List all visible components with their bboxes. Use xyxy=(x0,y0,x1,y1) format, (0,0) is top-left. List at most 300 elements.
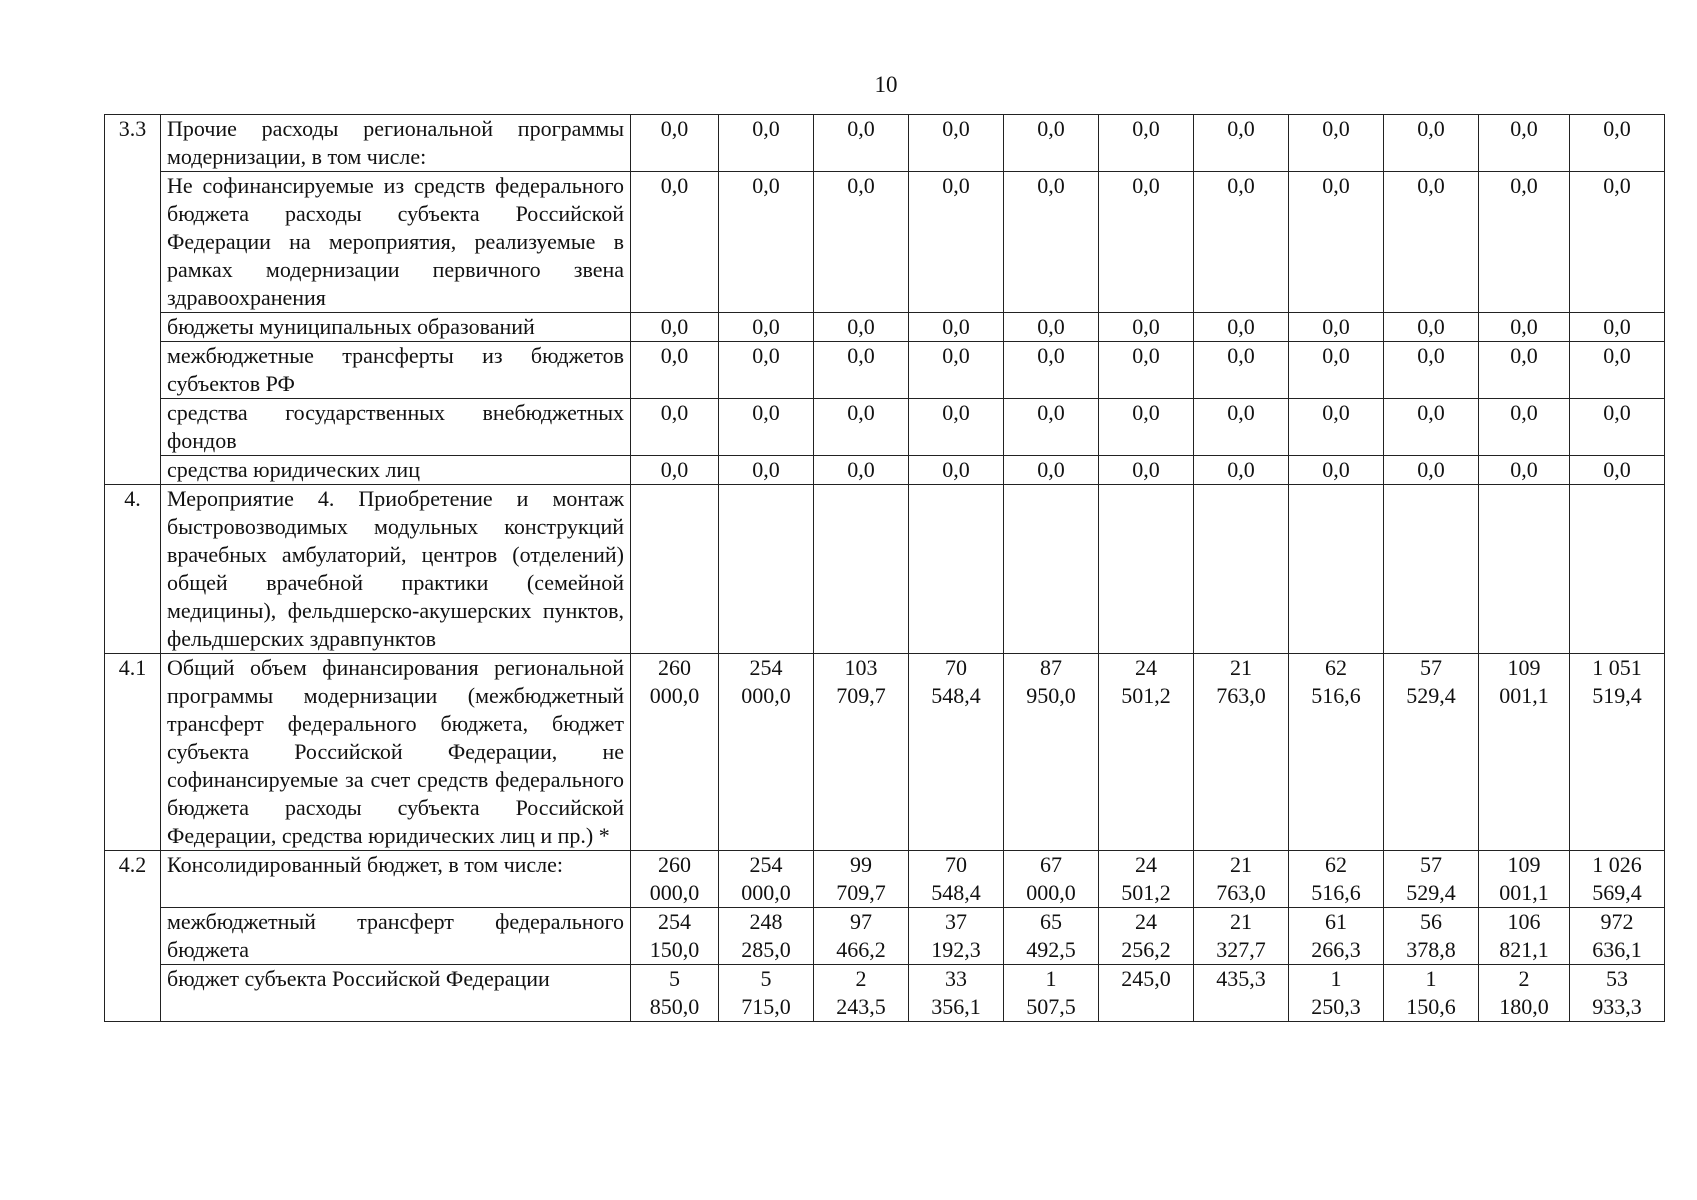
value-part: 709,7 xyxy=(836,880,886,905)
value-cell xyxy=(1384,115,1479,172)
value-part: 62 xyxy=(1325,852,1347,877)
value-cell xyxy=(1479,456,1570,485)
value-cell xyxy=(909,342,1004,399)
value-part: 0,0 xyxy=(1417,343,1445,368)
value-cell xyxy=(719,115,814,172)
value-cell xyxy=(1194,172,1289,313)
value-cell xyxy=(1194,115,1289,172)
value-part: 254 xyxy=(749,852,783,877)
value-part: 254 xyxy=(658,909,691,934)
value-cell xyxy=(1289,313,1384,342)
value-cell xyxy=(1004,172,1099,313)
value-part: 000,0 xyxy=(649,880,700,905)
value-cell xyxy=(1289,115,1384,172)
value-part: 492,5 xyxy=(1026,937,1076,962)
value-part: 0,0 xyxy=(1322,457,1350,482)
value-part: 0,0 xyxy=(1510,116,1538,141)
value-part: 61 xyxy=(1325,909,1347,934)
budget-table xyxy=(104,114,1665,1022)
value-part: 466,2 xyxy=(836,937,886,962)
value-cell xyxy=(1004,851,1099,908)
value-cell xyxy=(1194,485,1289,654)
value-cell xyxy=(1479,399,1570,456)
value-part: 24 xyxy=(1135,852,1157,877)
value-cell xyxy=(1099,965,1194,1022)
value-part: 435,3 xyxy=(1216,966,1266,991)
value-part: 0,0 xyxy=(1227,173,1255,198)
value-cell xyxy=(719,456,814,485)
table-row xyxy=(105,456,1665,485)
value-cell xyxy=(719,851,814,908)
value-part: 709,7 xyxy=(836,683,886,708)
value-cell xyxy=(814,172,909,313)
value-part: 0,0 xyxy=(1322,116,1350,141)
value-cell xyxy=(631,654,719,851)
value-part: 000,0 xyxy=(649,683,700,708)
value-part: 950,0 xyxy=(1026,683,1076,708)
row-number-cell: 3.3 xyxy=(105,115,161,485)
value-cell xyxy=(631,485,719,654)
value-part: 0,0 xyxy=(660,314,689,339)
table-row xyxy=(105,172,1665,313)
value-cell xyxy=(814,965,909,1022)
value-part: 0,0 xyxy=(1603,314,1631,339)
value-part: 1 xyxy=(1330,966,1342,991)
value-cell xyxy=(1570,172,1665,313)
value-part: 763,0 xyxy=(1216,880,1266,905)
value-part: 0,0 xyxy=(1603,343,1631,368)
value-part: 507,5 xyxy=(1026,994,1076,1019)
value-cell xyxy=(631,115,719,172)
value-cell xyxy=(1479,654,1570,851)
value-part: 850,0 xyxy=(649,994,700,1019)
description-cell: бюджет субъекта Российской Федерации xyxy=(161,965,631,1022)
value-part: 636,1 xyxy=(1592,937,1642,962)
value-part: 0,0 xyxy=(847,116,875,141)
row-number-cell: 4. xyxy=(105,485,161,654)
description-cell: Общий объем финансирования региональной программы модернизации (межбюджетный трансферт федерального бюджета, бюджет субъекта Российской Федерации, не софинансируемые за счет средств федерального бюджета расходы субъекта Российской Федерации, средства юридических лиц и пр.) * xyxy=(161,654,631,851)
value-cell xyxy=(1289,485,1384,654)
value-part: 5 xyxy=(760,966,772,991)
value-part: 97 xyxy=(850,909,872,934)
value-part: 933,3 xyxy=(1592,994,1642,1019)
value-cell xyxy=(631,313,719,342)
value-cell xyxy=(1384,851,1479,908)
value-cell xyxy=(631,965,719,1022)
value-part: 21 xyxy=(1230,852,1252,877)
value-part: 0,0 xyxy=(752,400,780,425)
value-cell xyxy=(1384,965,1479,1022)
value-part: 62 xyxy=(1325,655,1347,680)
page-number: 10 xyxy=(874,72,898,97)
value-part: 0,0 xyxy=(1322,173,1350,198)
value-cell xyxy=(1289,172,1384,313)
description-cell: Мероприятие 4. Приобретение и монтаж быстровозводимых модульных конструкций врачебных амбулаторий, центров (отделений) общей врачебной практики (семейной медицины), фельдшерско-акушерских пунктов, фельдшерских здравпунктов xyxy=(161,485,631,654)
value-part: 0,0 xyxy=(1603,457,1631,482)
value-cell xyxy=(1289,851,1384,908)
value-cell xyxy=(1384,313,1479,342)
value-cell xyxy=(814,908,909,965)
value-cell xyxy=(1570,654,1665,851)
description-cell: Не софинансируемые из средств федерального бюджета расходы субъекта Российской Федерации на мероприятия, реализуемые в рамках модернизации первичного звена здравоохранения xyxy=(161,172,631,313)
value-cell xyxy=(1004,399,1099,456)
value-part: 763,0 xyxy=(1216,683,1266,708)
value-part: 256,2 xyxy=(1121,937,1171,962)
value-part: 0,0 xyxy=(752,457,780,482)
value-part: 0,0 xyxy=(1510,400,1538,425)
value-part: 0,0 xyxy=(1037,400,1065,425)
value-part: 285,0 xyxy=(741,937,791,962)
value-part: 109 xyxy=(1507,852,1541,877)
value-part: 0,0 xyxy=(1417,314,1445,339)
value-part: 516,6 xyxy=(1311,683,1361,708)
description-cell: средства юридических лиц xyxy=(161,456,631,485)
value-cell xyxy=(814,456,909,485)
value-part: 0,0 xyxy=(1322,314,1350,339)
value-part: 0,0 xyxy=(1417,116,1445,141)
value-part: 000,0 xyxy=(741,683,791,708)
value-part: 715,0 xyxy=(741,994,791,1019)
value-cell xyxy=(1570,965,1665,1022)
value-cell xyxy=(1099,115,1194,172)
value-cell xyxy=(909,399,1004,456)
value-cell xyxy=(909,908,1004,965)
value-part: 5 xyxy=(669,966,680,991)
value-cell xyxy=(814,851,909,908)
value-part: 529,4 xyxy=(1406,880,1456,905)
value-part: 0,0 xyxy=(1417,457,1445,482)
value-cell xyxy=(1570,342,1665,399)
value-part: 0,0 xyxy=(660,116,689,141)
value-part: 70 xyxy=(945,852,967,877)
value-cell xyxy=(909,172,1004,313)
value-cell xyxy=(1004,342,1099,399)
value-part: 0,0 xyxy=(1037,314,1065,339)
value-part: 0,0 xyxy=(1510,457,1538,482)
value-cell xyxy=(1289,654,1384,851)
value-cell xyxy=(814,654,909,851)
value-part: 0,0 xyxy=(1417,173,1445,198)
value-cell xyxy=(719,342,814,399)
value-part: 0,0 xyxy=(1227,457,1255,482)
value-part: 2 xyxy=(855,966,867,991)
value-part: 87 xyxy=(1040,655,1062,680)
description-cell: средства государственных внебюджетных фондов xyxy=(161,399,631,456)
value-cell xyxy=(1384,908,1479,965)
value-cell xyxy=(1194,908,1289,965)
value-part: 250,3 xyxy=(1311,994,1361,1019)
value-cell xyxy=(1099,342,1194,399)
value-part: 260 xyxy=(658,655,691,680)
value-part: 1 xyxy=(1045,966,1057,991)
value-part: 192,3 xyxy=(931,937,981,962)
value-cell xyxy=(1289,342,1384,399)
value-part: 501,2 xyxy=(1121,880,1171,905)
value-part: 260 xyxy=(658,852,691,877)
value-part: 001,1 xyxy=(1499,683,1549,708)
value-part: 327,7 xyxy=(1216,937,1266,962)
value-part: 569,4 xyxy=(1592,880,1642,905)
value-part: 103 xyxy=(844,655,878,680)
value-cell xyxy=(1099,172,1194,313)
value-part: 70 xyxy=(945,655,967,680)
value-cell xyxy=(1194,313,1289,342)
value-cell xyxy=(1099,456,1194,485)
value-part: 0,0 xyxy=(1603,116,1631,141)
value-part: 33 xyxy=(945,966,967,991)
table-row xyxy=(105,965,1665,1022)
table-row xyxy=(105,399,1665,456)
table-row xyxy=(105,115,1665,172)
table-row xyxy=(105,654,1665,851)
value-cell xyxy=(1289,456,1384,485)
value-part: 0,0 xyxy=(1132,314,1160,339)
value-part: 2 xyxy=(1518,966,1530,991)
value-cell xyxy=(1099,399,1194,456)
value-cell xyxy=(909,456,1004,485)
value-cell xyxy=(1570,456,1665,485)
value-part: 0,0 xyxy=(660,457,689,482)
value-part: 0,0 xyxy=(752,314,780,339)
value-cell xyxy=(1194,342,1289,399)
value-cell xyxy=(1479,851,1570,908)
value-part: 001,1 xyxy=(1499,880,1549,905)
value-part: 0,0 xyxy=(847,173,875,198)
value-cell xyxy=(814,313,909,342)
table-row xyxy=(105,851,1665,908)
value-part: 529,4 xyxy=(1406,683,1456,708)
value-part: 0,0 xyxy=(847,314,875,339)
value-part: 109 xyxy=(1507,655,1541,680)
value-part: 0,0 xyxy=(1132,457,1160,482)
value-part: 21 xyxy=(1230,909,1252,934)
value-cell xyxy=(1004,908,1099,965)
value-part: 56 xyxy=(1420,909,1442,934)
value-cell xyxy=(814,485,909,654)
value-part: 53 xyxy=(1606,966,1628,991)
value-cell xyxy=(631,908,719,965)
value-cell xyxy=(1479,908,1570,965)
value-cell xyxy=(1479,965,1570,1022)
value-part: 0,0 xyxy=(942,457,970,482)
value-cell xyxy=(1004,654,1099,851)
value-part: 0,0 xyxy=(1227,314,1255,339)
value-part: 0,0 xyxy=(1603,173,1631,198)
value-cell xyxy=(1004,965,1099,1022)
value-part: 37 xyxy=(945,909,967,934)
value-cell xyxy=(719,965,814,1022)
value-part: 0,0 xyxy=(1132,343,1160,368)
value-part: 0,0 xyxy=(1132,400,1160,425)
value-part: 248 xyxy=(749,909,783,934)
value-part: 0,0 xyxy=(1132,116,1160,141)
value-part: 0,0 xyxy=(752,173,780,198)
value-cell xyxy=(814,342,909,399)
value-cell xyxy=(1384,399,1479,456)
value-part: 519,4 xyxy=(1592,683,1642,708)
value-part: 254 xyxy=(749,655,783,680)
value-part: 516,6 xyxy=(1311,880,1361,905)
value-part: 0,0 xyxy=(847,457,875,482)
value-cell xyxy=(1289,908,1384,965)
value-cell xyxy=(1004,485,1099,654)
value-part: 0,0 xyxy=(942,116,970,141)
value-cell xyxy=(1099,654,1194,851)
value-part: 0,0 xyxy=(1510,343,1538,368)
value-cell xyxy=(631,399,719,456)
value-part: 0,0 xyxy=(660,343,689,368)
value-cell xyxy=(1194,965,1289,1022)
value-part: 0,0 xyxy=(1037,457,1065,482)
value-part: 378,8 xyxy=(1406,937,1456,962)
value-cell xyxy=(1570,851,1665,908)
value-part: 106 xyxy=(1507,909,1541,934)
table-row xyxy=(105,342,1665,399)
value-part: 0,0 xyxy=(1227,400,1255,425)
value-part: 0,0 xyxy=(1510,314,1538,339)
value-cell xyxy=(1570,908,1665,965)
value-part: 0,0 xyxy=(1227,116,1255,141)
value-cell xyxy=(631,172,719,313)
value-part: 501,2 xyxy=(1121,683,1171,708)
value-cell xyxy=(719,399,814,456)
value-part: 821,1 xyxy=(1499,937,1549,962)
value-part: 0,0 xyxy=(1037,343,1065,368)
value-cell xyxy=(909,485,1004,654)
table-row xyxy=(105,485,1665,654)
value-part: 0,0 xyxy=(1322,400,1350,425)
table-row xyxy=(105,908,1665,965)
table-row xyxy=(105,313,1665,342)
value-cell xyxy=(1384,172,1479,313)
value-cell xyxy=(909,965,1004,1022)
value-cell xyxy=(719,485,814,654)
value-cell xyxy=(909,115,1004,172)
value-part: 0,0 xyxy=(660,400,689,425)
value-part: 1 xyxy=(1425,966,1437,991)
value-cell xyxy=(631,456,719,485)
value-cell xyxy=(1099,313,1194,342)
table-body xyxy=(105,115,1665,1022)
value-part: 0,0 xyxy=(1037,173,1065,198)
value-cell xyxy=(1099,908,1194,965)
value-part: 0,0 xyxy=(942,400,970,425)
value-cell xyxy=(631,342,719,399)
value-cell xyxy=(1570,485,1665,654)
value-part: 266,3 xyxy=(1311,937,1361,962)
value-cell xyxy=(909,851,1004,908)
value-part: 0,0 xyxy=(942,314,970,339)
value-cell xyxy=(1289,965,1384,1022)
value-part: 57 xyxy=(1420,852,1442,877)
value-part: 1 026 xyxy=(1592,852,1642,877)
value-cell xyxy=(1384,485,1479,654)
value-part: 180,0 xyxy=(1499,994,1549,1019)
description-cell: бюджеты муниципальных образований xyxy=(161,313,631,342)
value-cell xyxy=(719,313,814,342)
value-cell xyxy=(1004,456,1099,485)
value-cell xyxy=(1479,485,1570,654)
value-cell xyxy=(1479,115,1570,172)
value-cell xyxy=(814,115,909,172)
value-cell xyxy=(1194,654,1289,851)
value-part: 57 xyxy=(1420,655,1442,680)
value-cell xyxy=(1570,399,1665,456)
value-part: 548,4 xyxy=(931,683,981,708)
value-part: 0,0 xyxy=(1322,343,1350,368)
value-part: 150,6 xyxy=(1406,994,1456,1019)
value-cell xyxy=(909,313,1004,342)
value-part: 0,0 xyxy=(1603,400,1631,425)
value-cell xyxy=(1384,456,1479,485)
value-cell xyxy=(1384,654,1479,851)
value-part: 243,5 xyxy=(836,994,886,1019)
value-part: 0,0 xyxy=(1510,173,1538,198)
value-cell xyxy=(1004,313,1099,342)
value-cell xyxy=(719,172,814,313)
value-part: 000,0 xyxy=(741,880,791,905)
value-part: 67 xyxy=(1040,852,1062,877)
value-part: 24 xyxy=(1135,909,1157,934)
value-part: 1 051 xyxy=(1592,655,1642,680)
value-cell xyxy=(1479,313,1570,342)
value-cell xyxy=(1479,342,1570,399)
value-part: 0,0 xyxy=(1417,400,1445,425)
value-cell xyxy=(1194,851,1289,908)
value-part: 0,0 xyxy=(847,343,875,368)
value-part: 0,0 xyxy=(1227,343,1255,368)
value-part: 245,0 xyxy=(1121,966,1171,991)
row-number-cell: 4.1 xyxy=(105,654,161,851)
value-part: 0,0 xyxy=(942,343,970,368)
value-cell xyxy=(1099,485,1194,654)
value-cell xyxy=(1289,399,1384,456)
value-part: 0,0 xyxy=(660,173,689,198)
value-part: 99 xyxy=(850,852,872,877)
description-cell: Консолидированный бюджет, в том числе: xyxy=(161,851,631,908)
value-cell xyxy=(1384,342,1479,399)
value-part: 000,0 xyxy=(1026,880,1076,905)
value-part: 0,0 xyxy=(752,116,780,141)
value-cell xyxy=(814,399,909,456)
value-cell xyxy=(1194,456,1289,485)
description-cell: межбюджетные трансферты из бюджетов субъектов РФ xyxy=(161,342,631,399)
value-part: 0,0 xyxy=(942,173,970,198)
value-cell xyxy=(909,654,1004,851)
value-cell xyxy=(1570,115,1665,172)
value-part: 0,0 xyxy=(1132,173,1160,198)
value-part: 150,0 xyxy=(649,937,700,962)
value-cell xyxy=(1004,115,1099,172)
value-cell xyxy=(1099,851,1194,908)
value-cell xyxy=(1570,313,1665,342)
description-cell: межбюджетный трансферт федерального бюджета xyxy=(161,908,631,965)
value-cell xyxy=(719,654,814,851)
value-cell xyxy=(1194,399,1289,456)
value-cell xyxy=(631,851,719,908)
value-part: 548,4 xyxy=(931,880,981,905)
value-part: 972 xyxy=(1600,909,1634,934)
value-part: 0,0 xyxy=(847,400,875,425)
value-part: 65 xyxy=(1040,909,1062,934)
description-cell: Прочие расходы региональной программы модернизации, в том числе: xyxy=(161,115,631,172)
row-number-cell: 4.2 xyxy=(105,851,161,1022)
value-cell xyxy=(1479,172,1570,313)
value-cell xyxy=(719,908,814,965)
value-part: 24 xyxy=(1135,655,1157,680)
value-part: 0,0 xyxy=(1037,116,1065,141)
value-part: 356,1 xyxy=(931,994,981,1019)
